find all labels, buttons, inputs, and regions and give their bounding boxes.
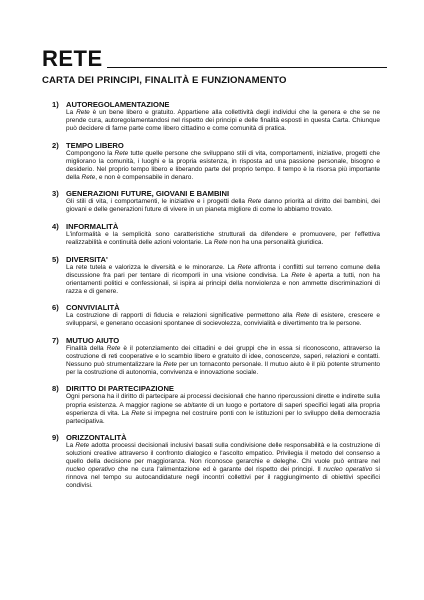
section-title: DIRITTO DI PARTECIPAZIONE bbox=[66, 384, 175, 394]
document-title: RETE bbox=[42, 46, 103, 71]
section-number: 8) bbox=[52, 384, 59, 394]
section-number: 5) bbox=[52, 254, 59, 264]
principles-list bbox=[52, 100, 380, 498]
section-body: Gli stili di vita, i comportamenti, le iniziative e i progetti della Rete danno priorità al diritto dei bambini, dei giovani e delle generazioni future di vivere in un pianeta migliore di come lo abbiamo trovato. bbox=[66, 198, 380, 214]
section-title: AUTOREGOLAMENTAZIONE bbox=[66, 100, 170, 109]
section-number: 9) bbox=[52, 433, 59, 443]
section-body: Ogni persona ha il diritto di partecipare ai processi decisionali che hanno ripercussioni dirette e indirette sulla propria esistenza. A maggior ragione se abitante di un luogo e portatore di saperi specifici legati alla propria esperienza di vita. La Rete si impegna nel costruire ponti con le istituzioni per lo sviluppo della democrazia partecipativa. bbox=[66, 393, 381, 425]
principle-section bbox=[52, 141, 380, 182]
section-title: MUTUO AIUTO bbox=[66, 335, 120, 345]
section-number: 7) bbox=[52, 335, 59, 345]
section-number: 2) bbox=[52, 140, 59, 150]
section-body: La rete tutela e valorizza le diversità e le minoranze. La Rete affronta i conflitti sul terreno comune della discussione fra pari per tentare di ricomporli in una visione condivisa. La Rete è aperta a tutti, non ha orientamenti politici e confessionali, si ispira ai principi della nonviolenza e non ammette discriminazioni di razza e di genere. bbox=[66, 263, 380, 295]
document-header bbox=[42, 48, 387, 86]
principle-section bbox=[52, 100, 380, 133]
section-title: GENERAZIONI FUTURE, GIOVANI E BAMBINI bbox=[66, 189, 230, 199]
section-number: 1) bbox=[52, 100, 59, 109]
section-title: DIVERSITA' bbox=[66, 254, 108, 264]
section-title: ORIZZONTALITÀ bbox=[66, 433, 127, 443]
principle-section bbox=[52, 303, 380, 328]
principle-section bbox=[52, 222, 380, 247]
section-body: La costruzione di rapporti di fiducia e relazioni significative permettono alla Rete di esistere, crescere e svilupparsi, e generano occasioni spontanee di socievolezza, convivialità e divertimento tra le persone. bbox=[66, 312, 380, 328]
principle-section bbox=[52, 336, 380, 377]
section-number: 6) bbox=[52, 303, 59, 313]
section-title: CONVIVIALITÀ bbox=[66, 303, 120, 313]
principle-section bbox=[52, 189, 380, 214]
section-body: Finalità della Rete è il potenziamento dei cittadini e dei gruppi che in essa si riconoscono, attraverso la costruzione di reti cooperative e lo scambio libero e gratuito di idee, conoscenze, saperi, relazioni e contatti. Nessuno può strumentalizzare la Rete per un tornaconto personale. Il mutuo aiuto è il più potente strumento per la costruzione di autonomia, convivenza e innovazione sociale. bbox=[66, 344, 380, 376]
title-underline bbox=[107, 67, 387, 68]
section-title: TEMPO LIBERO bbox=[66, 140, 124, 150]
title-row bbox=[42, 48, 387, 70]
section-body: La Rete è un bene libero e gratuito. Appartiene alla collettività degli individui che la genera e che se ne prende cura, autoregolamentandosi nel rispetto dei principi e delle finalità esposti in questa Carta. Chiunque può decidere di farne parte come libero cittadino e come comunità di pratica. bbox=[66, 109, 380, 133]
document-subtitle: CARTA DEI PRINCIPI, FINALITÀ E FUNZIONAMENTO bbox=[42, 75, 287, 86]
principle-section bbox=[52, 433, 380, 490]
section-number: 3) bbox=[52, 189, 59, 199]
section-body: La Rete adotta processi decisionali inclusivi basati sulla condivisione delle responsabilità e la costruzione di soluzioni creative attraverso il confronto dialogico e l'ascolto empatico. Privilegia il metodo del consenso a quello della decisione per maggioranza. Non riconosce gerarchie e deleghe. Chi vuole può entrare nel nucleo operativo che ne cura l'alimentazione ed è garante del rispetto dei principi. Il nucleo operativo si rinnova nel tempo su autocandidature negli incontri collettivi per il raggiungimento di obiettivi specifici condivisi. bbox=[66, 442, 381, 490]
section-body: L'informalità e la semplicità sono caratteristiche strutturali da difendere e promuovere, per l'effettiva realizzabilità e continuità delle azioni volontarie. La Rete non ha una personalità giuridica. bbox=[66, 230, 380, 246]
principle-section bbox=[52, 255, 380, 296]
section-title: INFORMALITÀ bbox=[66, 221, 119, 231]
principle-section bbox=[52, 384, 380, 425]
section-body: Compongono la Rete tutte quelle persone che sviluppano stili di vita, comportamenti, iniziative, progetti che migliorano la comunità, i luoghi e la propria esistenza, in risposta ad una passione personale, bisogno e desiderio. Nel proprio tempo libero e liberando parte del proprio tempo. Il tempo è la risorsa più importante della Rete, e non è compensabile in denaro. bbox=[66, 149, 380, 181]
section-number: 4) bbox=[52, 221, 59, 231]
